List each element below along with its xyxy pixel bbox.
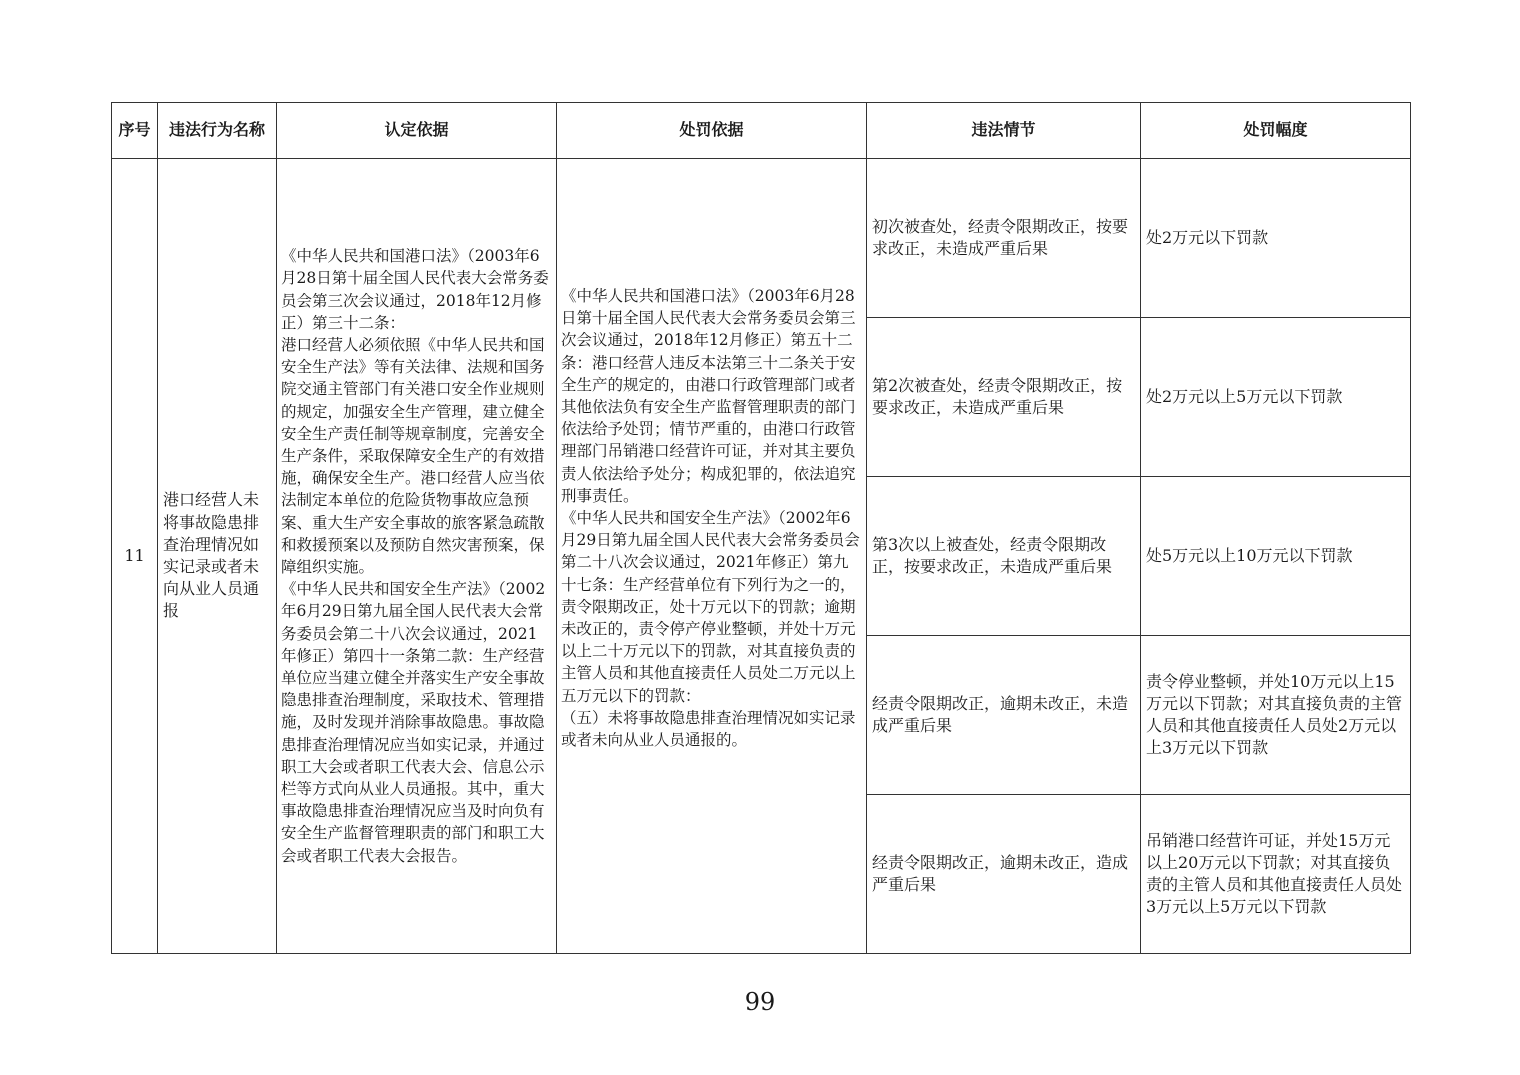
- header-violation-name: 违法行为名称: [158, 103, 277, 159]
- penalty-basis-paragraph: （五）未将事故隐患排查治理情况如实记录或者未向从业人员通报的。: [561, 708, 856, 750]
- header-determination-basis: 认定依据: [277, 103, 557, 159]
- penalty-table: [111, 102, 1411, 954]
- header-row: [112, 103, 1411, 159]
- penalty-range-cell: 吊销港口经营许可证，并处15万元以上20万元以下罚款；对其直接负责的主管人员和其他直接责任人员处3万元以上5万元以下罚款: [1141, 795, 1411, 954]
- row-violation-name: 港口经营人未将事故隐患排查治理情况如实记录或者未向从业人员通报: [158, 159, 277, 954]
- circumstance-cell: 经责令限期改正，逾期未改正，未造成严重后果: [867, 636, 1141, 795]
- circumstance-cell: 初次被查处，经责令限期改正，按要求改正，未造成严重后果: [867, 159, 1141, 318]
- penalty-range-cell: 处2万元以下罚款: [1141, 159, 1411, 318]
- header-seq: 序号: [112, 103, 158, 159]
- row-determination-basis: [277, 159, 557, 954]
- penalty-range-cell: 处5万元以上10万元以下罚款: [1141, 477, 1411, 636]
- basis-paragraph: 《中华人民共和国港口法》（2003年6月28日第十届全国人民代表大会常务委员会第三次会议通过，2018年12月修正）第三十二条：: [281, 247, 549, 332]
- header-penalty-basis: 处罚依据: [557, 103, 867, 159]
- penalty-basis-paragraph: 《中华人民共和国港口法》（2003年6月28日第十届全国人民代表大会常务委员会第三次会议通过，2018年12月修正）第五十二条：港口经营人违反本法第三十二条关于安全生产的规定的，由港口行政管理部门或者其他依法负有安全生产监督管理职责的部门依法给予处罚；情节严重的，由港口行政管理部门吊销港口经营许可证，并对其主要负责人依法给予处分；构成犯罪的，依法追究刑事责任。: [561, 287, 856, 505]
- penalty-range-cell: 处2万元以上5万元以下罚款: [1141, 318, 1411, 477]
- basis-paragraph: 《中华人民共和国安全生产法》（2002年6月29日第九届全国人民代表大会常务委员会第二十八次会议通过，2021年修正）第四十一条第二款：生产经营单位应当建立健全并落实生产安全事故隐患排查治理制度，采取技术、管理措施，及时发现并消除事故隐患。事故隐患排查治理情况应当如实记录，并通过职工大会或者职工代表大会、信息公示栏等方式向从业人员通报。其中，重大事故隐患排查治理情况应当及时向负有安全生产监督管理职责的部门和职工大会或者职工代表大会报告。: [281, 580, 546, 865]
- circumstance-cell: 第2次被查处，经责令限期改正，按要求改正，未造成严重后果: [867, 318, 1141, 477]
- basis-paragraph: 港口经营人必须依照《中华人民共和国安全生产法》等有关法律、法规和国务院交通主管部门有关港口安全作业规则的规定，加强安全生产管理，建立健全安全生产责任制等规章制度，完善安全生产条件，采取保障安全生产的有效措施，确保安全生产。港口经营人应当依法制定本单位的危险货物事故应急预案、重大生产安全事故的旅客紧急疏散和救援预案以及预防自然灾害预案，保障组织实施。: [281, 335, 545, 576]
- circumstance-cell: 经责令限期改正，逾期未改正，造成严重后果: [867, 795, 1141, 954]
- table-row: [112, 159, 1411, 318]
- header-penalty-range: 处罚幅度: [1141, 103, 1411, 159]
- row-seq: 11: [112, 159, 158, 954]
- penalty-range-cell: 责令停业整顿，并处10万元以上15万元以下罚款；对其直接负责的主管人员和其他直接责任人员处2万元以上3万元以下罚款: [1141, 636, 1411, 795]
- page-number: 99: [744, 988, 776, 1016]
- row-penalty-basis: [557, 159, 867, 954]
- header-circumstance: 违法情节: [867, 103, 1141, 159]
- circumstance-cell: 第3次以上被查处，经责令限期改正，按要求改正，未造成严重后果: [867, 477, 1141, 636]
- penalty-basis-paragraph: 《中华人民共和国安全生产法》（2002年6月29日第九届全国人民代表大会常务委员会第二十八次会议通过，2021年修正）第九十七条：生产经营单位有下列行为之一的，责令限期改正，处十万元以下的罚款；逾期未改正的，责令停产停业整顿，并处十万元以上二十万元以下的罚款，对其直接负责的主管人员和其他直接责任人员处二万元以上五万元以下的罚款：: [561, 509, 860, 705]
